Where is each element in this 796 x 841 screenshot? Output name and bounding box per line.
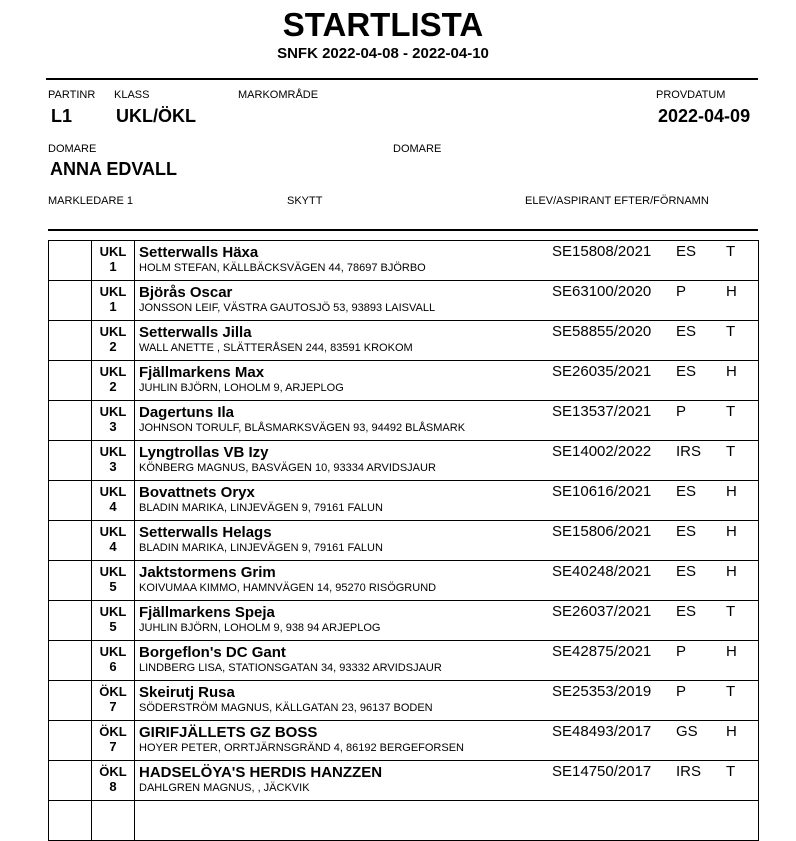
row-dog-cell — [135, 321, 759, 361]
row-blank-cell — [49, 281, 92, 321]
row-class-cell — [92, 761, 135, 801]
row-breed: P — [676, 683, 687, 700]
row-dog-name: Lyngtrollas VB Izy — [139, 444, 269, 461]
row-blank-cell — [49, 481, 92, 521]
label-domare-2: DOMARE — [393, 143, 442, 155]
table-row — [49, 481, 759, 521]
row-breed: P — [676, 643, 687, 660]
start-list-body — [49, 241, 759, 841]
start-list-table — [48, 240, 759, 841]
row-dog-name: Fjällmarkens Max — [139, 364, 265, 381]
row-class-cell — [92, 681, 135, 721]
row-class: UKL — [99, 284, 127, 299]
row-breed: GS — [676, 723, 698, 740]
row-sex: H — [726, 483, 737, 500]
row-dog-cell — [135, 721, 759, 761]
table-row — [49, 681, 759, 721]
row-dog-name: Jaktstormens Grim — [139, 564, 276, 581]
row-blank-cell — [49, 561, 92, 601]
table-row — [49, 761, 759, 801]
table-row — [49, 521, 759, 561]
row-start-number: 3 — [109, 419, 117, 434]
row-dog-cell — [135, 241, 759, 281]
row-reg-number: SE15806/2021 — [552, 523, 652, 540]
row-class-cell — [92, 401, 135, 441]
row-reg-number: SE40248/2021 — [552, 563, 652, 580]
row-sex: T — [726, 443, 736, 460]
row-start-number: 2 — [109, 379, 117, 394]
row-class-cell — [92, 561, 135, 601]
row-class: UKL — [99, 324, 127, 339]
row-breed: ES — [676, 483, 697, 500]
row-dog-cell — [135, 801, 759, 841]
label-provdatum: PROVDATUM — [656, 89, 726, 101]
row-start-number: 1 — [109, 299, 117, 314]
header-divider — [48, 229, 758, 231]
row-blank-cell — [49, 601, 92, 641]
table-row — [49, 441, 759, 481]
row-dog-cell — [135, 681, 759, 721]
row-sex: H — [726, 363, 737, 380]
row-sex: T — [726, 763, 736, 780]
row-reg-number: SE10616/2021 — [552, 483, 652, 500]
row-breed: ES — [676, 523, 697, 540]
label-markledare: MARKLEDARE 1 — [48, 195, 133, 207]
row-class: UKL — [99, 364, 127, 379]
row-reg-number: SE26037/2021 — [552, 603, 652, 620]
row-class: UKL — [99, 404, 127, 419]
row-class-cell — [92, 521, 135, 561]
row-reg-number: SE42875/2021 — [552, 643, 652, 660]
row-start-number: 3 — [109, 459, 117, 474]
row-blank-cell — [49, 321, 92, 361]
row-reg-number: SE58855/2020 — [552, 323, 652, 340]
page-title: STARTLISTA — [282, 6, 484, 43]
row-sex: T — [726, 683, 736, 700]
row-sex: H — [726, 643, 737, 660]
row-class-cell — [92, 321, 135, 361]
row-class-cell — [92, 641, 135, 681]
row-owner: SÖDERSTRÖM MAGNUS, KÄLLGATAN 23, 96137 BODEN — [139, 702, 433, 714]
row-start-number: 5 — [109, 619, 117, 634]
row-blank-cell — [49, 521, 92, 561]
row-dog-cell — [135, 761, 759, 801]
row-reg-number: SE15808/2021 — [552, 243, 652, 260]
row-sex: H — [726, 523, 737, 540]
row-owner: KOIVUMAA KIMMO, HAMNVÄGEN 14, 95270 RISÖGRUND — [139, 582, 437, 594]
row-class-cell — [92, 801, 135, 841]
row-dog-cell — [135, 601, 759, 641]
row-blank-cell — [49, 681, 92, 721]
row-owner: HOYER PETER, ORRTJÄRNSGRÄND 4, 86192 BERGEFORSEN — [139, 742, 464, 754]
row-breed: ES — [676, 603, 697, 620]
row-owner: BLADIN MARIKA, LINJEVÄGEN 9, 79161 FALUN — [139, 542, 383, 554]
row-reg-number: SE26035/2021 — [552, 363, 652, 380]
value-domare: ANNA EDVALL — [50, 159, 177, 179]
row-blank-cell — [49, 441, 92, 481]
label-elev: ELEV/ASPIRANT EFTER/FÖRNAMN — [525, 195, 709, 207]
row-start-number: 7 — [109, 699, 117, 714]
row-blank-cell — [49, 361, 92, 401]
row-reg-number: SE13537/2021 — [552, 403, 652, 420]
row-class-cell — [92, 441, 135, 481]
row-owner: JOHNSON TORULF, BLÅSMARKSVÄGEN 93, 94492 BLÅSMARK — [139, 422, 466, 434]
row-breed: ES — [676, 323, 697, 340]
row-dog-name: Skeirutj Rusa — [139, 684, 235, 701]
row-class: ÖKL — [99, 684, 127, 699]
row-start-number: 4 — [109, 499, 117, 514]
value-klass: UKL/ÖKL — [116, 106, 196, 126]
row-breed: P — [676, 403, 687, 420]
row-breed: ES — [676, 363, 697, 380]
table-row — [49, 801, 759, 841]
row-owner: LINDBERG LISA, STATIONSGATAN 34, 93332 ARVIDSJAUR — [139, 662, 442, 674]
row-owner: HOLM STEFAN, KÄLLBÄCKSVÄGEN 44, 78697 BJÖRBO — [139, 262, 426, 274]
label-partinr: PARTINR — [48, 89, 96, 101]
table-row — [49, 361, 759, 401]
row-dog-cell — [135, 281, 759, 321]
row-class: UKL — [99, 524, 127, 539]
row-sex: T — [726, 603, 736, 620]
row-class: ÖKL — [99, 724, 127, 739]
row-owner: KÖNBERG MAGNUS, BASVÄGEN 10, 93334 ARVIDSJAUR — [139, 462, 436, 474]
table-row — [49, 321, 759, 361]
row-dog-name: Björås Oscar — [139, 284, 233, 301]
row-class-cell — [92, 481, 135, 521]
table-row — [49, 401, 759, 441]
label-klass: KLASS — [114, 89, 150, 101]
row-breed: ES — [676, 563, 697, 580]
row-sex: T — [726, 243, 736, 260]
table-row — [49, 281, 759, 321]
row-dog-name: Setterwalls Jilla — [139, 324, 252, 341]
row-owner: JONSSON LEIF, VÄSTRA GAUTOSJÖ 53, 93893 LAISVALL — [139, 302, 436, 314]
label-skytt: SKYTT — [287, 195, 323, 207]
row-start-number: 5 — [109, 579, 117, 594]
row-dog-cell — [135, 561, 759, 601]
row-dog-name: Bovattnets Oryx — [139, 484, 255, 501]
row-blank-cell — [49, 401, 92, 441]
row-start-number: 4 — [109, 539, 117, 554]
row-sex: H — [726, 563, 737, 580]
row-start-number: 2 — [109, 339, 117, 354]
row-owner: JUHLIN BJÖRN, LOHOLM 9, 938 94 ARJEPLOG — [139, 622, 381, 634]
top-divider — [46, 78, 758, 80]
row-sex: H — [726, 283, 737, 300]
row-reg-number: SE14750/2017 — [552, 763, 652, 780]
row-class: UKL — [99, 644, 127, 659]
table-row — [49, 641, 759, 681]
row-class-cell — [92, 281, 135, 321]
row-dog-name: Fjällmarkens Speja — [139, 604, 275, 621]
row-class-cell — [92, 241, 135, 281]
value-partinr: L1 — [51, 106, 73, 126]
row-dog-name: GIRIFJÄLLETS GZ BOSS — [139, 724, 318, 741]
row-reg-number: SE14002/2022 — [552, 443, 652, 460]
row-reg-number: SE25353/2019 — [552, 683, 652, 700]
row-blank-cell — [49, 641, 92, 681]
row-owner: BLADIN MARIKA, LINJEVÄGEN 9, 79161 FALUN — [139, 502, 383, 514]
label-domare-1: DOMARE — [48, 143, 97, 155]
row-blank-cell — [49, 241, 92, 281]
row-blank-cell — [49, 801, 92, 841]
row-dog-name: Setterwalls Helags — [139, 524, 272, 541]
row-sex: T — [726, 323, 736, 340]
row-owner: WALL ANETTE , SLÄTTERÅSEN 244, 83591 KROKOM — [139, 342, 413, 354]
row-breed: ES — [676, 243, 697, 260]
table-row — [49, 721, 759, 761]
row-dog-name: Setterwalls Häxa — [139, 244, 259, 261]
row-dog-name: HADSELÖYA'S HERDIS HANZZEN — [139, 764, 383, 781]
row-class-cell — [92, 601, 135, 641]
row-breed: P — [676, 283, 687, 300]
row-sex: T — [726, 403, 736, 420]
row-blank-cell — [49, 721, 92, 761]
row-class: UKL — [99, 244, 127, 259]
row-owner: DAHLGREN MAGNUS, , JÄCKVIK — [139, 782, 310, 794]
row-reg-number: SE48493/2017 — [552, 723, 652, 740]
row-dog-name: Borgeflon's DC Gant — [139, 644, 286, 661]
row-start-number: 1 — [109, 259, 117, 274]
row-class-cell — [92, 361, 135, 401]
row-breed: IRS — [676, 763, 702, 780]
row-breed: IRS — [676, 443, 702, 460]
row-class: ÖKL — [99, 764, 127, 779]
row-dog-cell — [135, 401, 759, 441]
row-dog-cell — [135, 481, 759, 521]
row-start-number: 6 — [109, 659, 117, 674]
label-markomrade: MARKOMRÅDE — [238, 89, 319, 101]
table-row — [49, 601, 759, 641]
table-row — [49, 241, 759, 281]
row-dog-cell — [135, 521, 759, 561]
row-start-number: 7 — [109, 739, 117, 754]
value-provdatum: 2022-04-09 — [658, 106, 751, 126]
row-dog-name: Dagertuns Ila — [139, 404, 235, 421]
row-class: UKL — [99, 484, 127, 499]
row-owner: JUHLIN BJÖRN, LOHOLM 9, ARJEPLOG — [139, 382, 344, 394]
event-subtitle: SNFK 2022-04-08 - 2022-04-10 — [277, 45, 489, 62]
table-row — [49, 561, 759, 601]
row-dog-cell — [135, 361, 759, 401]
row-sex: H — [726, 723, 737, 740]
row-dog-cell — [135, 641, 759, 681]
row-class: UKL — [99, 564, 127, 579]
row-start-number: 8 — [109, 779, 117, 794]
row-class: UKL — [99, 444, 127, 459]
row-class-cell — [92, 721, 135, 761]
row-blank-cell — [49, 761, 92, 801]
row-class: UKL — [99, 604, 127, 619]
row-dog-cell — [135, 441, 759, 481]
row-reg-number: SE63100/2020 — [552, 283, 652, 300]
